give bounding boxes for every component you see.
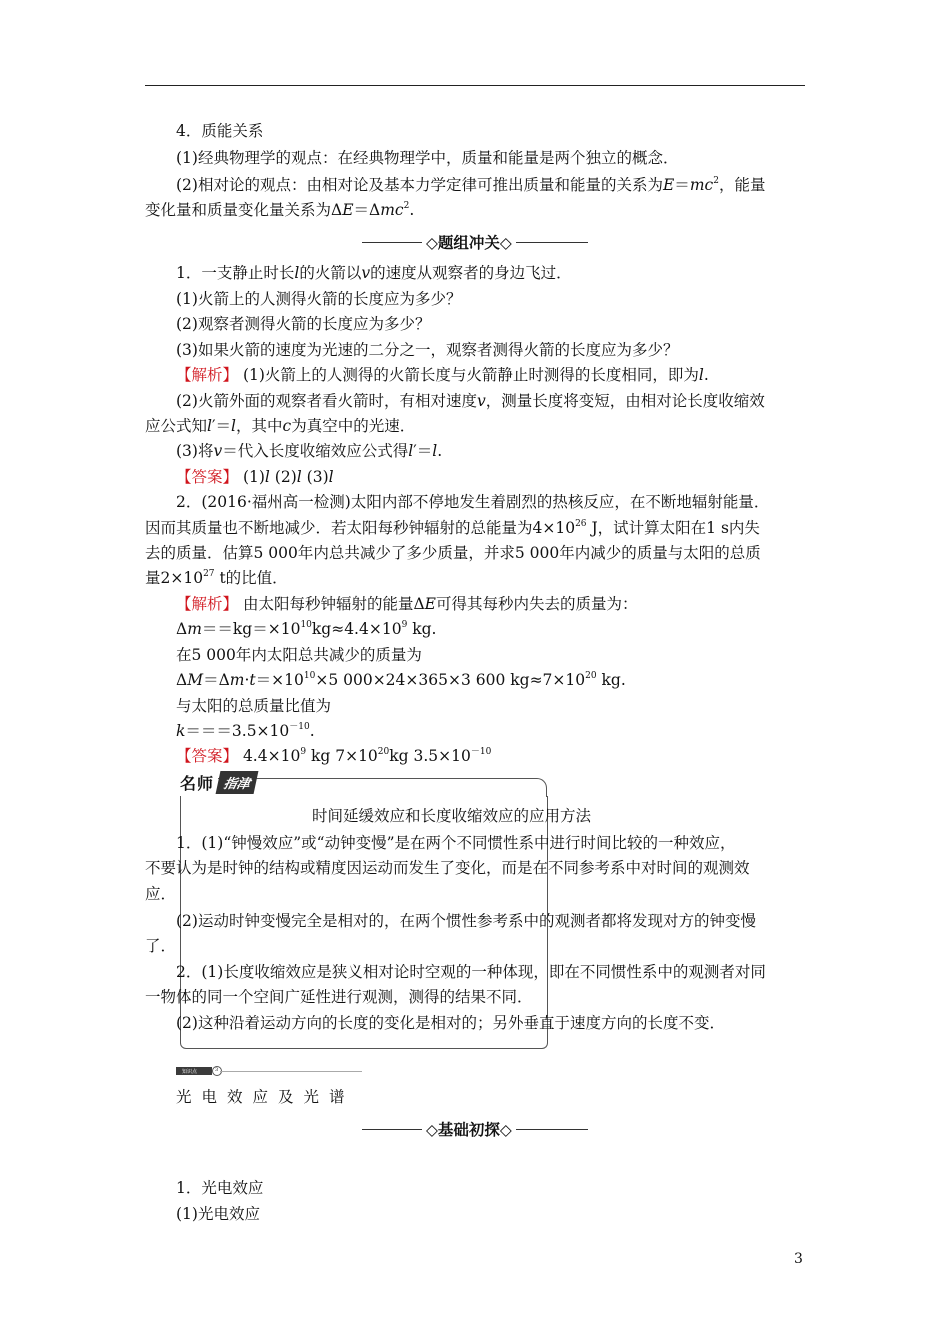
sub-question: (2)观察者测得火箭的长度应为多少？	[176, 315, 431, 333]
formula: $\Delta m==kg=\times 10^{10}kg\approx 4.4\times 10^9$ kg.	[176, 619, 437, 638]
paragraph: (2)这种沿着运动方向的长度的变化是相对的；另外垂直于速度方向的长度不变．	[176, 1014, 725, 1032]
formula: $k===3.5\times 10^{-10}$.	[176, 721, 315, 740]
sub-question: (1)火箭上的人测得火箭的长度应为多少？	[176, 290, 462, 308]
topic-title: 光电效应及光谱	[176, 1088, 355, 1106]
sub-question: (3)如果火箭的速度为光速的二分之一，观察者测得火箭的长度应为多少？	[176, 341, 679, 359]
section-heading: 1．光电效应	[176, 1179, 264, 1197]
question-stem: 1．一支静止时长l的火箭以v的速度从观察者的身边飞过．	[176, 264, 572, 282]
paragraph: 了．	[145, 937, 177, 955]
paragraph: (2)运动时钟变慢完全是相对的，在两个惯性参考系中的观测者都将发现对方的钟变慢	[176, 912, 756, 930]
analysis-tag: 【解析】	[176, 595, 239, 613]
section-heading: 4．质能关系	[176, 122, 264, 140]
paragraph: 与太阳的总质量比值为	[176, 697, 332, 715]
section-divider	[362, 1119, 588, 1139]
question-stem: 2．(2016·福州高一检测)太阳内部不停地发生着剧烈的热核反应，在不断地辐射能量．	[176, 493, 770, 511]
paragraph: (2)相对论的观点：由相对论及基本力学定律可推出质量和能量的关系为$E=mc^2$，能量	[176, 175, 766, 194]
knowledge-point-number: 3	[212, 1066, 222, 1076]
badge-label: 指津	[216, 771, 259, 794]
paragraph: 不要认为是时钟的结构或精度因运动而发生了变化，而是在不同参考系中对时间的观测效	[145, 859, 750, 877]
question-stem: 去的质量．估算5 000年内总共减少了多少质量，并求5 000年内减少的质量与太阳的总质	[145, 544, 761, 562]
tips-badge	[180, 770, 256, 794]
header-rule	[145, 85, 805, 86]
paragraph: 应．	[145, 885, 177, 903]
badge-text: 名师	[180, 771, 218, 794]
paragraph: 变化量和质量变化量关系为ΔE＝Δmc$^2$.	[145, 200, 415, 219]
analysis-tag: 【解析】	[176, 366, 239, 384]
section-divider	[362, 232, 588, 252]
analysis: (3)将v＝代入长度收缩效应公式得l′＝l.	[176, 442, 443, 460]
analysis: (2)火箭外面的观察者看火箭时，有相对速度v，测量长度将变短，由相对论长度收缩效	[176, 392, 765, 410]
analysis: 【解析】 (1)火箭上的人测得的火箭长度与火箭静止时测得的长度相同，即为l.	[176, 366, 709, 384]
paragraph: (1)经典物理学的观点：在经典物理学中，质量和能量是两个独立的概念．	[176, 149, 679, 167]
divider-title: ◇题组冲关◇	[426, 234, 512, 252]
answer: 【答案】 $4.4\times 10^9$ kg $7\times 10^{20}kg$ $3.5\times 10^{-10}$	[176, 746, 492, 765]
paragraph: 2．(1)长度收缩效应是狭义相对论时空观的一种体现，即在不同惯性系中的观测者对同	[176, 963, 766, 981]
formula: $\Delta M=\Delta m\cdot t=\times 10^{10}\times 5$ 000×24×365×3 600 $kg\approx 7\times 10^{20}$ kg.	[176, 670, 626, 689]
paragraph: 一物体的同一个空间广延性进行观测，测得的结果不同．	[145, 988, 533, 1006]
answer-tag: 【答案】	[176, 468, 239, 486]
answer: 【答案】 (1)l (2)l (3)l	[176, 468, 334, 486]
tips-title: 时间延缓效应和长度收缩效应的应用方法	[312, 807, 592, 825]
page-number: 3	[794, 1251, 803, 1267]
knowledge-point-label: 知识点	[176, 1067, 212, 1075]
analysis: 应公式知l′＝l，其中c为真空中的光速．	[145, 417, 416, 435]
analysis: 【解析】 由太阳每秒钟辐射的能量ΔE可得其每秒内失去的质量为：	[176, 595, 638, 613]
question-stem: 因而其质量也不断地减少．若太阳每秒钟辐射的总能量为$4\times 10^{26}$ J，试计算太阳在1 s内失	[145, 518, 760, 537]
knowledge-point-marker	[176, 1067, 362, 1075]
sub-heading: (1)光电效应	[176, 1205, 260, 1223]
divider-title: ◇基础初探◇	[426, 1121, 512, 1139]
question-stem: 量$2\times 10^{27}$ t的比值．	[145, 568, 288, 587]
answer-tag: 【答案】	[176, 747, 239, 765]
paragraph: 1．(1)“钟慢效应”或“动钟变慢”是在两个不同惯性系中进行时间比较的一种效应，	[176, 834, 736, 852]
paragraph: 在5 000年内太阳总共减少的质量为	[176, 646, 422, 664]
